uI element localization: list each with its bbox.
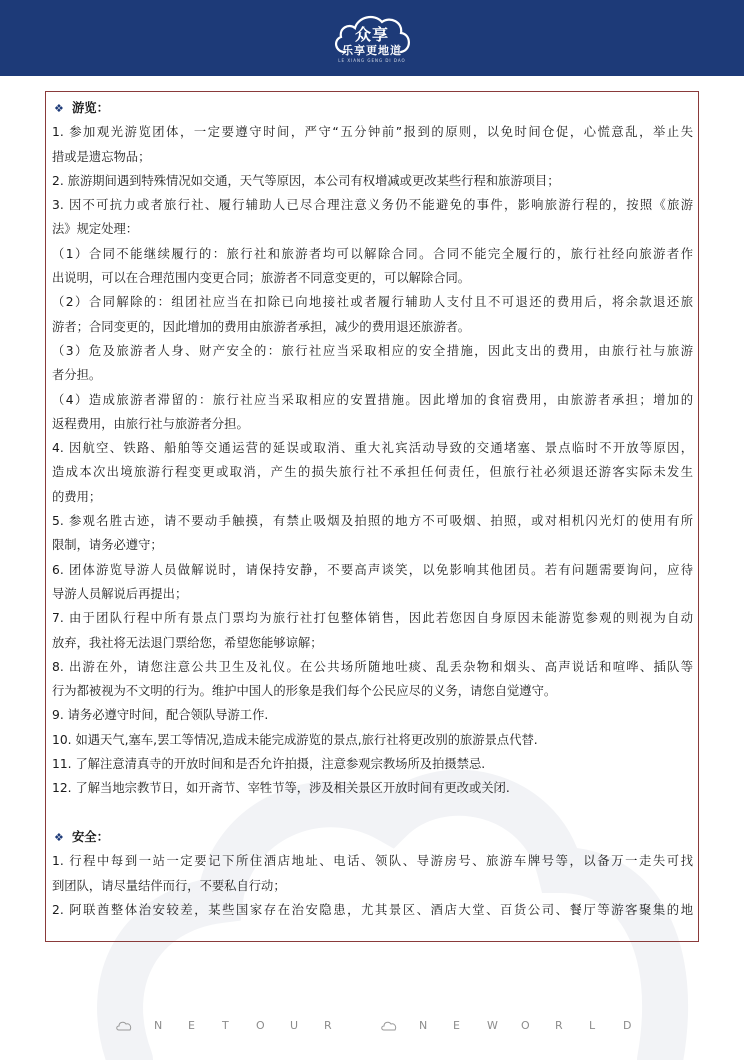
text-line: 2. 旅游期间遇到特殊情况如交通，天气等原因，本公司有权增减或更改某些行程和旅游项目； — [52, 173, 560, 188]
section-heading — [52, 825, 693, 849]
text-line: （3）危及旅游者人身、财产安全的：旅行社应当采取相应的安全措施，因此支出的费用，由旅行社与旅游 — [52, 343, 693, 358]
diamond-bullet-icon: ❖ — [54, 102, 64, 115]
text-line: 法》规定处理： — [52, 222, 139, 237]
text-line: 10. 如遇天气,塞车,罢工等情况,造成未能完成游览的景点,旅行社将更改别的旅游景点代替. — [52, 732, 538, 747]
text-line: 措或是遗忘物品； — [52, 149, 151, 164]
brand-tagline: LE XIANG GENG DI DAO — [338, 58, 406, 63]
footer-letter: W — [487, 1019, 498, 1032]
brand-subtitle: 乐享更地道 — [342, 44, 402, 57]
text-line: 12. 了解当地宗教节日，如开斋节、宰牲节等，涉及相关景区开放时间有更改或关闭. — [52, 781, 510, 796]
footer-letter: E — [453, 1019, 460, 1032]
footer-cloud-icon — [381, 1021, 397, 1031]
text-line: 的费用； — [52, 489, 102, 504]
text-line: （2）合同解除的：组团社应当在扣除已向地接社或者履行辅助人支付且不可退还的费用后，将余款退还旅 — [52, 295, 693, 310]
text-line: 导游人员解说后再提出； — [52, 586, 188, 601]
page-footer — [0, 1019, 744, 1039]
section-heading — [52, 96, 693, 120]
text-line: 1. 参加观光游览团体，一定要遵守时间，严守“五分钟前”报到的原则，以免时间仓促，心慌意乱，举止失 — [52, 125, 693, 140]
footer-neworld-text — [419, 1019, 657, 1032]
text-line: 限制，请务必遵守； — [52, 538, 163, 553]
text-line: 到团队，请尽量结伴而行，不要私自行动； — [52, 878, 286, 893]
brand-title: 众享 — [354, 25, 389, 44]
text-line: 4. 因航空、铁路、船舶等交通运营的延误或取消、重大礼宾活动导致的交通堵塞、景点临时不开放等原因， — [52, 441, 693, 456]
footer-neworld — [381, 1019, 657, 1032]
footer-netour-text — [154, 1019, 358, 1032]
text-line: 造成本次出境旅游行程变更或取消，产生的损失旅行社不承担任何责任，但旅行社必须退还游客实际未发生 — [52, 465, 693, 480]
text-line: 3. 因不可抗力或者旅行社、履行辅助人已尽合理注意义务仍不能避免的事件，影响旅游行程的，按照《旅游 — [52, 198, 693, 213]
footer-letter: R — [555, 1019, 563, 1032]
footer-letter: N — [419, 1019, 428, 1032]
text-line: 出说明，可以在合理范围内变更合同；旅游者不同意变更的，可以解除合同。 — [52, 271, 471, 286]
footer-letter: T — [222, 1019, 229, 1032]
footer-letter: E — [188, 1019, 195, 1032]
page-header — [0, 0, 744, 76]
footer-letter: D — [623, 1019, 632, 1032]
text-line: 放弃，我社将无法退门票给您，希望您能够谅解； — [52, 635, 323, 650]
footer-letter: O — [521, 1019, 530, 1032]
text-line: 5. 参观名胜古迹，请不要动手触摸，有禁止吸烟及拍照的地方不可吸烟、拍照，或对相机闪光灯的使用有所 — [52, 514, 693, 529]
section-spacer — [52, 801, 693, 825]
footer-letter: U — [290, 1019, 299, 1032]
text-line: 2. 阿联酋整体治安较差，某些国家存在治安隐患，尤其景区、酒店大堂、百货公司、餐厅等游客聚集的地 — [52, 902, 693, 917]
section-heading-text: 游览： — [72, 101, 109, 115]
footer-netour — [116, 1019, 358, 1032]
text-line: 8. 出游在外，请您注意公共卫生及礼仪。在公共场所随地吐痰、乱丢杂物和烟头、高声说话和喧哗、插队等 — [52, 659, 693, 674]
text-line: 者分担。 — [52, 368, 102, 383]
text-line: 9. 请务必遵守时间，配合领队导游工作. — [52, 708, 269, 723]
diamond-bullet-icon: ❖ — [54, 830, 64, 844]
footer-letter: L — [589, 1019, 596, 1032]
text-line: 返程费用，由旅行社与旅游者分担。 — [52, 416, 249, 431]
text-line: 游者；合同变更的，因此增加的费用由旅游者承担，减少的费用退还旅游者。 — [52, 319, 471, 334]
notice-content-box — [45, 91, 699, 942]
footer-cloud-icon — [116, 1021, 132, 1031]
text-line: （1）合同不能继续履行的：旅行社和旅游者均可以解除合同。合同不能完全履行的，旅行社经向旅游者作 — [52, 246, 693, 261]
footer-letter: N — [154, 1019, 163, 1032]
footer-letter: R — [324, 1019, 332, 1032]
text-line: 6. 团体游览导游人员做解说时，请保持安静，不要高声谈笑，以免影响其他团员。若有问题需要询问，应待 — [52, 562, 693, 577]
text-line: 7. 由于团队行程中所有景点门票均为旅行社打包整体销售，因此若您因自身原因未能游览参观的则视为自动 — [52, 611, 693, 626]
text-line: 11. 了解注意清真寺的开放时间和是否允许拍摄，注意参观宗教场所及拍摄禁忌. — [52, 757, 486, 772]
text-line: 行为都被视为不文明的行为。维护中国人的形象是我们每个公民应尽的义务，请您自觉遵守。 — [52, 684, 557, 699]
brand-logo — [327, 8, 417, 70]
text-line: （4）造成旅游者滞留的：旅行社应当采取相应的安置措施。因此增加的食宿费用，由旅游者承担；增加的 — [52, 392, 693, 407]
footer-letter: O — [256, 1019, 265, 1032]
section-heading-text: 安全： — [72, 829, 109, 844]
text-line: 1. 行程中每到一站一定要记下所住酒店地址、电话、领队、导游房号、旅游车牌号等，以备万一走失可找 — [52, 854, 693, 869]
